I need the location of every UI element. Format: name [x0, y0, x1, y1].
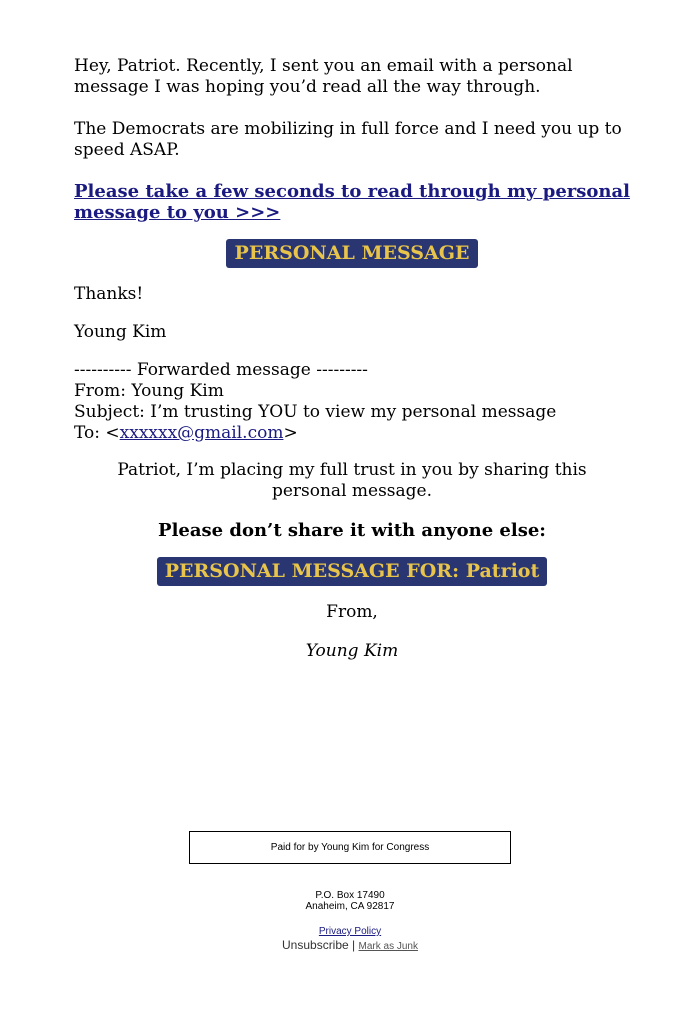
- address-line-2: Anaheim, CA 92817: [305, 901, 395, 912]
- email-body: [74, 56, 630, 662]
- democrats-paragraph: The Democrats are mobilizing in full force and I need you up to speed ASAP.: [74, 119, 622, 160]
- mark-as-junk-link[interactable]: Mark as Junk: [358, 941, 418, 952]
- from-label: From,: [326, 602, 378, 622]
- personal-message-for-button[interactable]: PERSONAL MESSAGE FOR: Patriot: [157, 557, 548, 586]
- paid-for-disclaimer: Paid for by Young Kim for Congress: [189, 831, 511, 864]
- button-row-1: [74, 239, 630, 268]
- footer: [0, 831, 700, 954]
- unsubscribe-link[interactable]: Unsubscribe: [282, 938, 349, 952]
- forwarded-to-prefix: To: <: [74, 423, 120, 443]
- personal-message-button[interactable]: PERSONAL MESSAGE: [226, 239, 479, 268]
- trust-paragraph: Patriot, I’m placing my full trust in you by sharing this personal message.: [117, 460, 587, 501]
- personal-message-link[interactable]: Please take a few seconds to read through my personal message to you >>>: [74, 181, 630, 223]
- thanks-text: Thanks!: [74, 284, 144, 304]
- intro-paragraph: Hey, Patriot. Recently, I sent you an email with a personal message I was hoping you’d read all the way through.: [74, 56, 573, 97]
- forwarded-to: [74, 423, 630, 444]
- signature: Young Kim: [305, 641, 399, 661]
- unsubscribe-row: [0, 938, 700, 954]
- forwarded-message-block: [74, 360, 630, 444]
- mailing-address: [0, 890, 700, 912]
- dont-share-heading: Please don’t share it with anyone else:: [158, 520, 546, 541]
- forwarded-to-suffix: >: [283, 423, 298, 443]
- privacy-row: [0, 926, 700, 938]
- forwarded-divider: ---------- Forwarded message ---------: [74, 360, 368, 380]
- forwarded-subject: Subject: I’m trusting YOU to view my personal message: [74, 402, 557, 422]
- address-line-1: P.O. Box 17490: [315, 890, 385, 901]
- footer-separator: |: [352, 938, 356, 952]
- privacy-policy-link[interactable]: Privacy Policy: [318, 926, 382, 937]
- signer-name: Young Kim: [74, 322, 167, 342]
- forwarded-from: From: Young Kim: [74, 381, 224, 401]
- forwarded-to-email-link[interactable]: xxxxxx@gmail.com: [119, 423, 284, 443]
- button-row-2: [74, 557, 630, 586]
